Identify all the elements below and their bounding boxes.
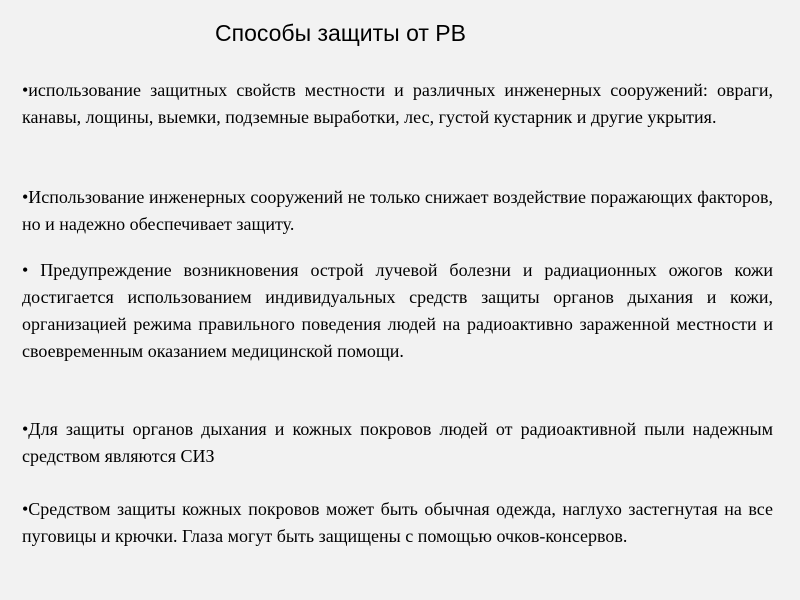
bullet-paragraph-engineering-structures: •Использование инженерных сооружений не только снижает воздействие поражающих факторов, но и надежно обеспечивает защиту. xyxy=(22,187,773,234)
bullet-paragraph-terrain: •использование защитных свойств местности и различных инженерных сооружений: овраги, канавы, лощины, выемки, подземные выработки, лес, густой кустарник и другие укрытия. xyxy=(22,80,773,127)
slide-title: Способы защиты от РВ xyxy=(215,20,466,46)
bullet-paragraph-radiation-sickness-prevention: • Предупреждение возникновения острой лучевой болезни и радиационных ожогов кожи достигается использованием индивидуальных средств защиты органов дыхания и кожи, организацией режима правильного поведения людей на радиоактивно зараженной местности и своевременным оказанием медицинской помощи. xyxy=(22,260,773,361)
bullet-paragraph-skin-protection: •Средством защиты кожных покровов может быть обычная одежда, наглухо застегнутая на все пуговицы и крючки. Глаза могут быть защищены с помощью очков-консервов. xyxy=(22,499,773,546)
bullet-paragraph-respiratory-protection: •Для защиты органов дыхания и кожных покровов людей от радиоактивной пыли надежным средством являются СИЗ xyxy=(22,419,773,466)
